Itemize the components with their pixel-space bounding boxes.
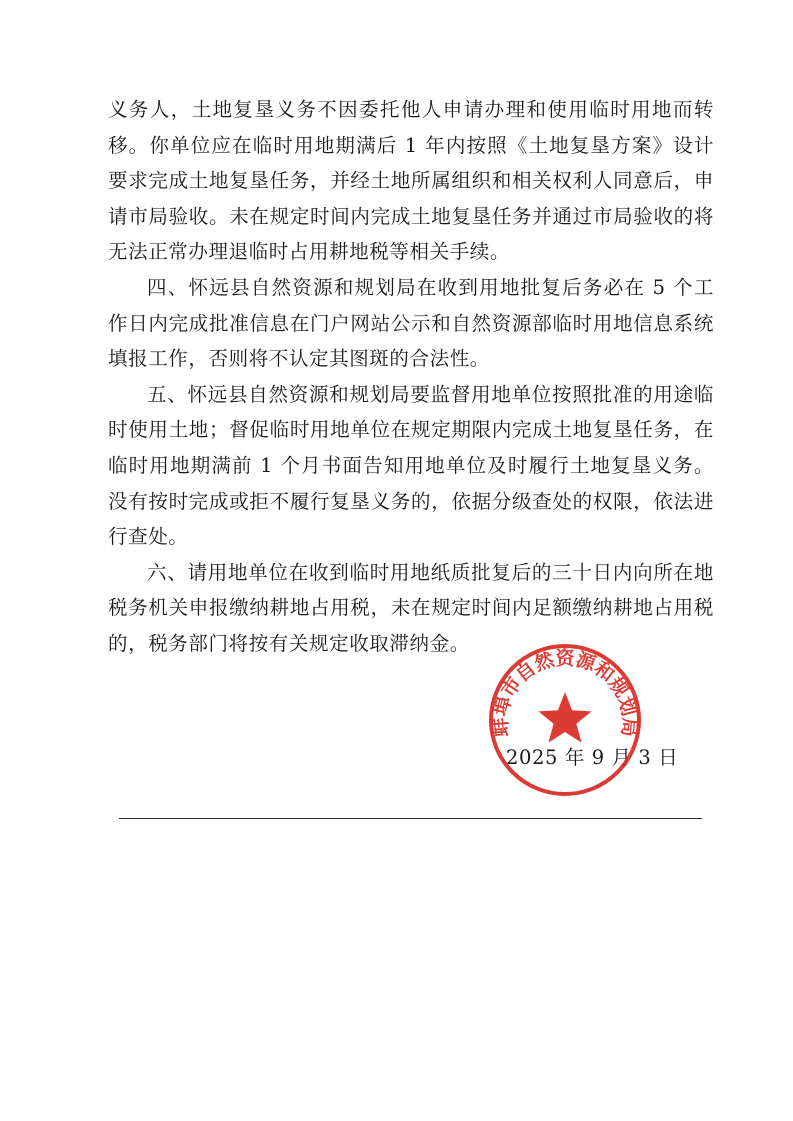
paragraph-item-5: 五、怀远县自然资源和规划局要监督用地单位按照批准的用途临时使用土地；督促临时用地单位在规定期限内完成土地复垦任务，在临时用地期满前 1 个月书面告知用地单位及时履行土地复垦义务。没有按时完成或拒不履行复垦义务的，依据分级查处的权限，依法进行查处。 <box>108 382 714 549</box>
footer-divider <box>119 818 702 819</box>
paragraph-item-4: 四、怀远县自然资源和规划局在收到用地批复后务必在 5 个工作日内完成批准信息在门户网站公示和自然资源部临时用地信息系统填报工作，否则将不认定其图斑的合法性。 <box>108 275 714 371</box>
paragraph-continuation: 义务人，土地复垦义务不因委托他人申请办理和使用临时用地而转移。你单位应在临时用地期满后 1 年内按照《土地复垦方案》设计要求完成土地复垦任务，并经土地所属组织和相关权利人同意后，申请市局验收。未在规定时间内完成土地复垦任务并通过市局验收的将无法正常办理退临时占用耕地税等相关手续。 <box>108 98 714 264</box>
star-icon <box>538 692 591 743</box>
issue-date: 2025 年 9 月 3 日 <box>506 746 679 769</box>
official-seal <box>485 640 645 800</box>
seal-text: 蚌埠市自然资源和规划局 <box>489 647 641 738</box>
paragraph-item-6: 六、请用地单位在收到临时用地纸质批复后的三十日内向所在地税务机关申报缴纳耕地占用税，未在规定时间内足额缴纳耕地占用税的，税务部门将按有关规定收取滞纳金。 <box>108 560 714 655</box>
document-body <box>108 92 714 662</box>
